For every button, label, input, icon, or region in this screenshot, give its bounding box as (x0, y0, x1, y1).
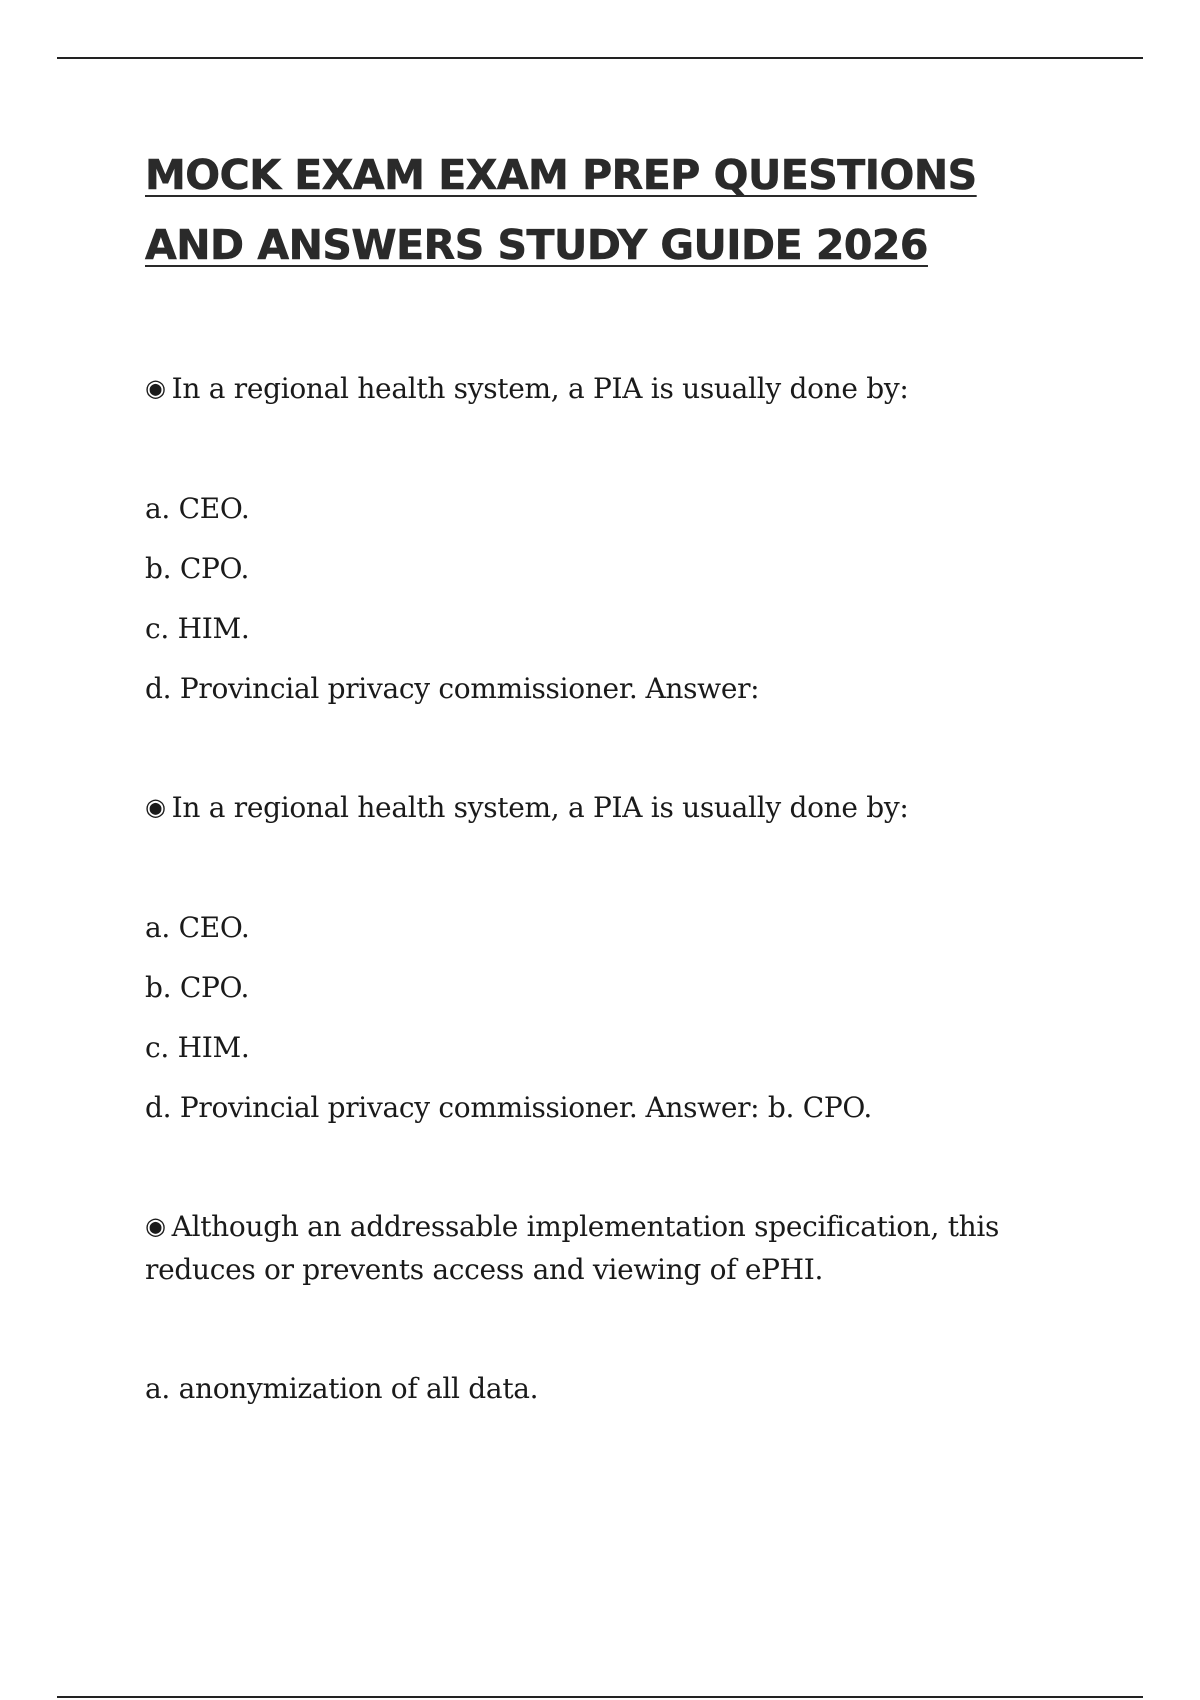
question-text (145, 368, 1045, 411)
question-1-option-b: b. CPO. (145, 552, 250, 585)
bullet-icon: ◉ (145, 793, 166, 821)
question-block-2 (145, 787, 1045, 1128)
question-2-text: In a regional health system, a PIA is usually done by: (171, 791, 909, 824)
question-1-option-a: a. CEO. (145, 492, 250, 525)
question-2-option-b: b. CPO. (145, 971, 250, 1004)
question-block-3 (145, 1206, 1045, 1409)
question-2-option-c: c. HIM. (145, 1031, 250, 1064)
question-2-answer: Answer: b. CPO. (645, 1091, 873, 1124)
page-content (145, 140, 1045, 1409)
question-block-1 (145, 368, 1045, 709)
question-1-text: In a regional health system, a PIA is usually done by: (171, 372, 909, 405)
bullet-icon: ◉ (145, 374, 166, 402)
top-rule (57, 57, 1143, 59)
question-3-option-a: a. anonymization of all data. (145, 1372, 539, 1405)
question-1-option-c: c. HIM. (145, 612, 250, 645)
document-title: MOCK EXAM EXAM PREP QUESTIONS AND ANSWERS STUDY GUIDE 2026 (145, 151, 977, 269)
question-2-option-d-text: d. Provincial privacy commissioner. (145, 1091, 638, 1124)
question-3-text: Although an addressable implementation specification, this reduces or prevents access and viewing of ePHI. (145, 1210, 1000, 1286)
question-1-option-d (145, 669, 1045, 709)
question-1-answer: Answer: (645, 672, 760, 705)
bottom-rule (57, 1696, 1143, 1698)
question-1-option-d-text: d. Provincial privacy commissioner. (145, 672, 638, 705)
bullet-icon: ◉ (145, 1212, 166, 1240)
question-text (145, 1206, 1045, 1291)
question-text (145, 787, 1045, 830)
question-2-option-d (145, 1088, 1045, 1128)
question-2-option-a: a. CEO. (145, 911, 250, 944)
